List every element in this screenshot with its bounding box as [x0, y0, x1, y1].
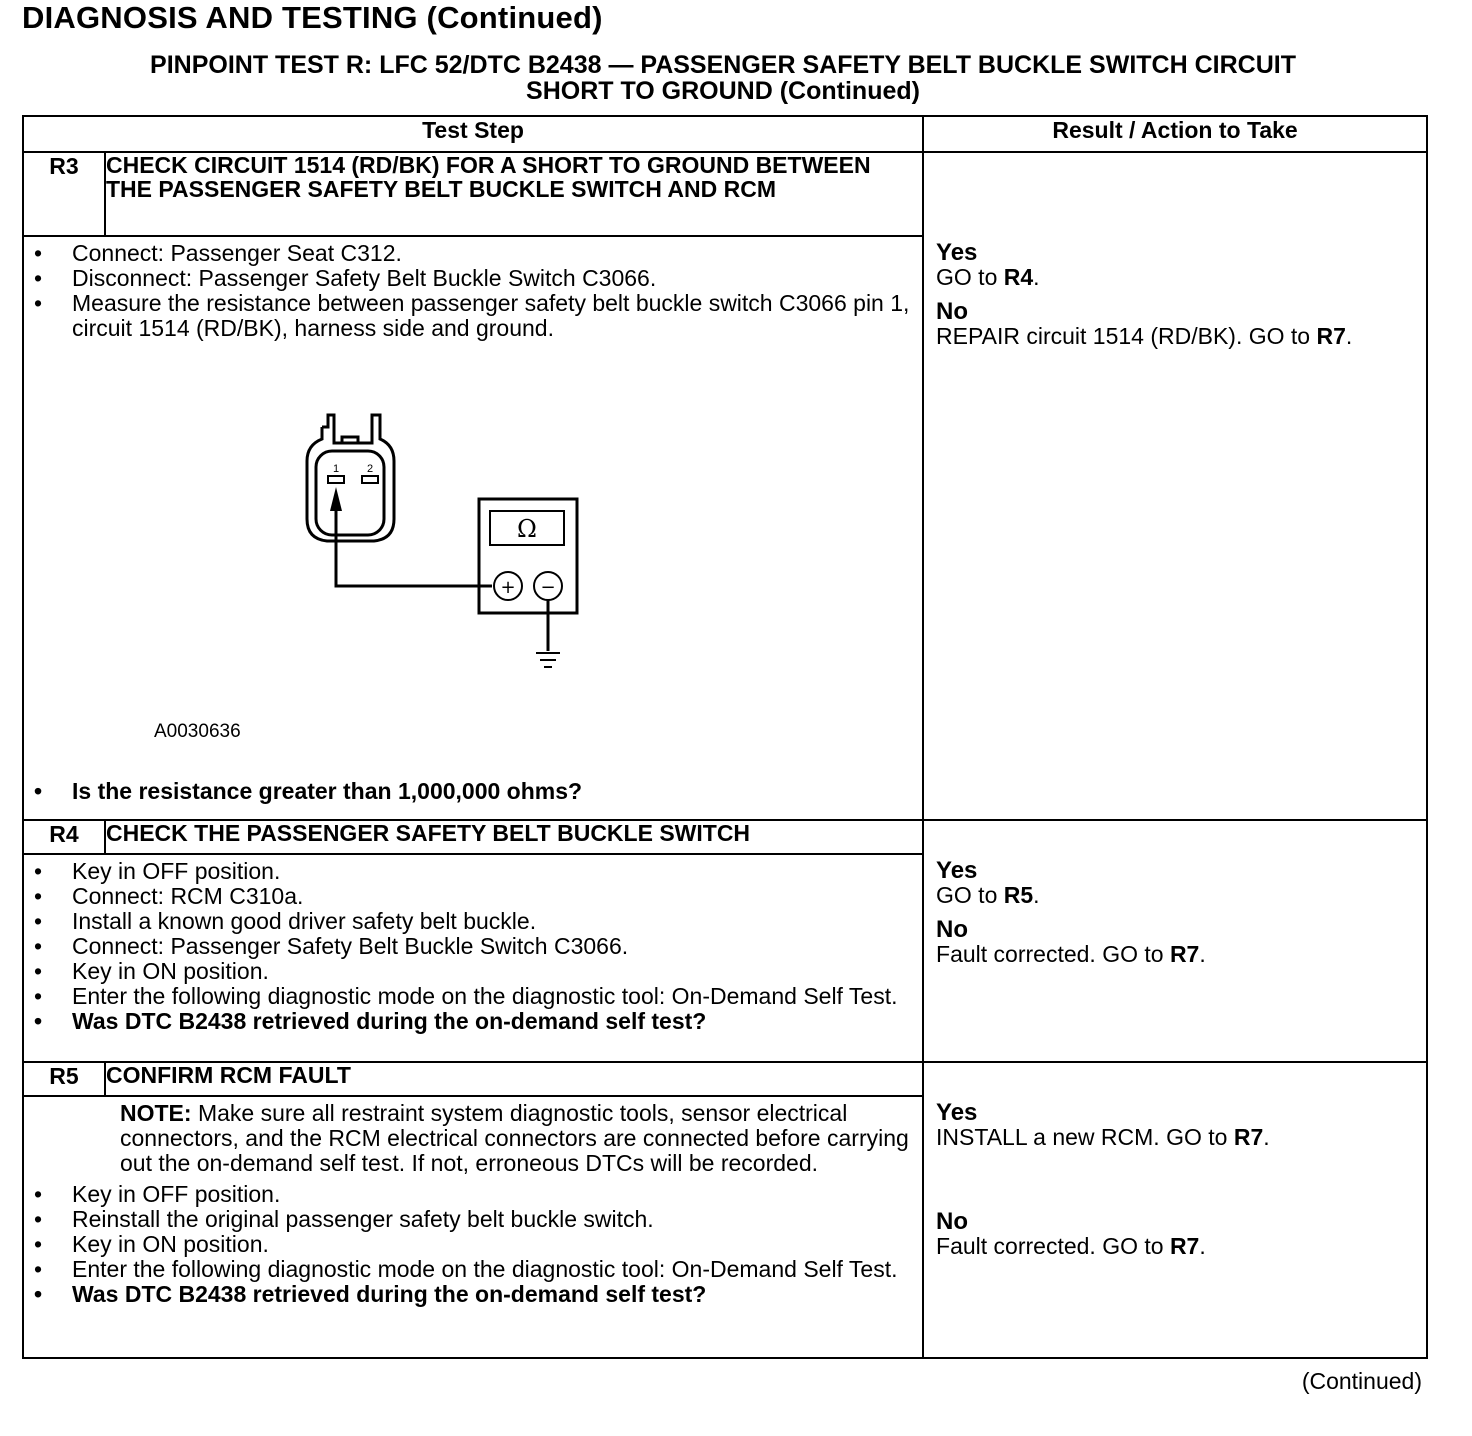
table-header-row	[23, 116, 1427, 152]
ohmmeter-symbol: Ω	[517, 515, 537, 543]
test-title-line-2: SHORT TO GROUND (Continued)	[526, 77, 920, 105]
positive-lead	[336, 509, 492, 586]
step-r3-question-list	[24, 779, 922, 804]
step-r5-no-action: Fault corrected. GO to R7.	[936, 1233, 1206, 1259]
list-item: • Measure the resistance between passenger safety belt buckle switch C3066 pin 1, circuit 1514 (RD/BK), harness side and ground.	[72, 291, 912, 341]
step-r5-id: R5	[23, 1062, 105, 1096]
step-r3-body	[23, 236, 923, 820]
step-r3-yes-action: GO to R4.	[936, 264, 1040, 290]
figure-id: A0030636	[154, 721, 241, 742]
pin-1-label: 1	[333, 463, 340, 475]
step-r5-title-row	[23, 1062, 1427, 1096]
note-text: Make sure all restraint system diagnostic tools, sensor electrical connectors, and the RCM electrical connectors are connected before carrying out the on-demand self test. If not, erroneous DTCs will be recorded.	[120, 1100, 909, 1176]
list-item: • Connect: Passenger Seat C312.	[72, 241, 912, 266]
list-item: • Connect: RCM C310a.	[72, 884, 912, 909]
step-r3-id: R3	[23, 152, 105, 236]
step-r4-yes-action: GO to R5.	[936, 882, 1040, 908]
step-r4-yes-label: Yes	[936, 857, 978, 884]
pin-1-terminal	[328, 476, 344, 483]
pin-2-label: 2	[367, 463, 374, 475]
test-title-line-1: PINPOINT TEST R: LFC 52/DTC B2438 — PASSENGER SAFETY BELT BUCKLE SWITCH CIRCUIT	[150, 51, 1296, 79]
step-r4-title-row	[23, 820, 1427, 854]
step-r4-result	[923, 820, 1427, 1062]
pinpoint-test-title	[22, 52, 1424, 104]
list-item: • Connect: Passenger Safety Belt Buckle Switch C3066.	[72, 934, 912, 959]
step-r5-note	[24, 1101, 922, 1176]
step-r5-question: • Was DTC B2438 retrieved during the on-demand self test?	[72, 1282, 912, 1307]
column-header-test-step: Test Step	[23, 116, 923, 152]
list-item: • Disconnect: Passenger Safety Belt Buckle Switch C3066.	[72, 266, 912, 291]
step-r3-title-row	[23, 152, 1427, 236]
step-r3-title: CHECK CIRCUIT 1514 (RD/BK) FOR A SHORT TO GROUND BETWEEN THE PASSENGER SAFETY BELT BUCKLE SWITCH AND RCM	[105, 152, 923, 236]
connector-inner	[316, 451, 384, 535]
step-r3-question: • Is the resistance greater than 1,000,000 ohms?	[72, 779, 912, 804]
step-r4-no-label: No	[936, 916, 969, 943]
step-r4-actions	[24, 859, 922, 1034]
step-r5-title: CONFIRM RCM FAULT	[105, 1062, 923, 1096]
list-item: • Key in OFF position.	[72, 859, 912, 884]
list-item: • Enter the following diagnostic mode on the diagnostic tool: On-Demand Self Test.	[72, 1257, 912, 1282]
step-r3-no-action: REPAIR circuit 1514 (RD/BK). GO to R7.	[936, 323, 1353, 349]
list-item: • Key in ON position.	[72, 959, 912, 984]
list-item: • Reinstall the original passenger safety belt buckle switch.	[72, 1207, 912, 1232]
column-header-result: Result / Action to Take	[923, 116, 1427, 152]
diagram-svg	[24, 341, 624, 701]
step-r3-no-label: No	[936, 298, 969, 325]
pin-2-terminal	[362, 476, 378, 483]
connector-latch	[322, 415, 380, 443]
list-item: • Key in ON position.	[72, 1232, 912, 1257]
list-item: • Key in OFF position.	[72, 1182, 912, 1207]
step-r3-actions	[24, 241, 922, 341]
step-r5-yes-label: Yes	[936, 1099, 978, 1126]
step-r5-result	[923, 1062, 1427, 1358]
resistance-test-diagram	[24, 341, 922, 761]
step-r5-no-label: No	[936, 1208, 969, 1235]
step-r4-body	[23, 854, 923, 1062]
step-r5-yes-action: INSTALL a new RCM. GO to R7.	[936, 1124, 1270, 1150]
step-r4-no-action: Fault corrected. GO to R7.	[936, 941, 1206, 967]
negative-symbol: −	[540, 577, 556, 598]
step-r4-question: • Was DTC B2438 retrieved during the on-demand self test?	[72, 1009, 912, 1034]
step-r5-body	[23, 1096, 923, 1358]
step-r3-yes-label: Yes	[936, 239, 978, 266]
list-item: • Install a known good driver safety belt buckle.	[72, 909, 912, 934]
ground-symbol	[536, 653, 560, 667]
step-r4-id: R4	[23, 820, 105, 854]
step-r4-title: CHECK THE PASSENGER SAFETY BELT BUCKLE SWITCH	[105, 820, 923, 854]
probe-arrow	[330, 487, 342, 511]
note-label: NOTE:	[120, 1100, 192, 1126]
continued-label: (Continued)	[1301, 1368, 1422, 1394]
step-r3-result	[923, 152, 1427, 820]
step-r5-actions	[24, 1182, 922, 1307]
list-item: • Enter the following diagnostic mode on the diagnostic tool: On-Demand Self Test.	[72, 984, 912, 1009]
page-heading: DIAGNOSIS AND TESTING (Continued)	[22, 0, 603, 35]
pinpoint-test-table	[22, 115, 1428, 1359]
positive-symbol: +	[500, 577, 516, 598]
